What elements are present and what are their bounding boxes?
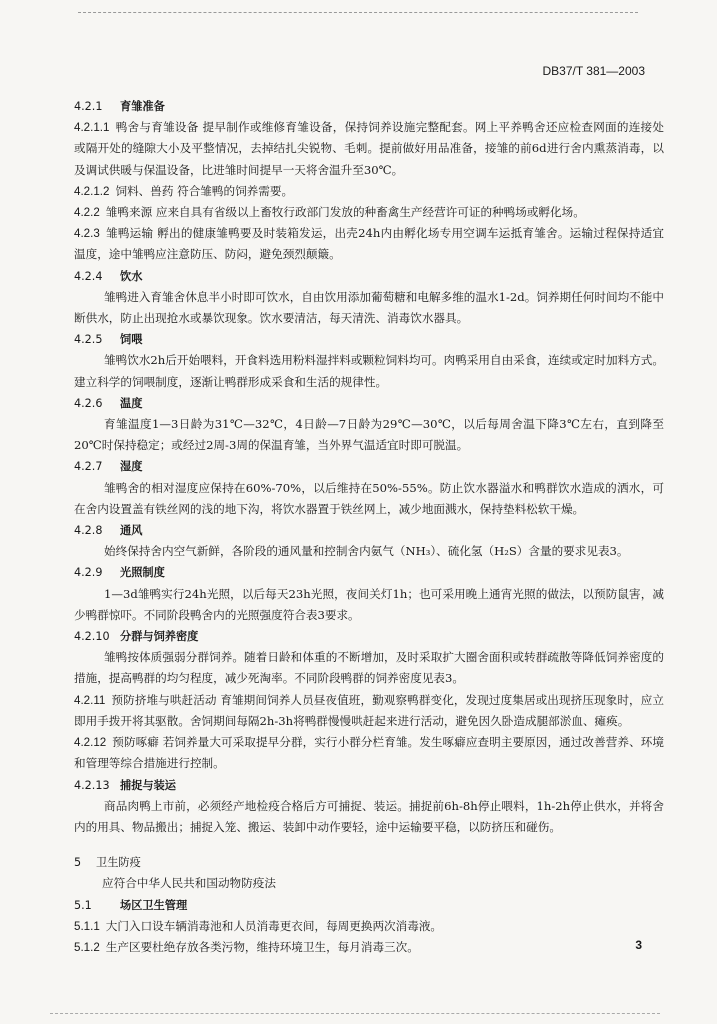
clause-number: 5.1.1	[74, 919, 100, 933]
section-heading	[74, 562, 664, 583]
section-title: 饮水	[120, 269, 143, 283]
section-heading	[74, 895, 664, 916]
clause-paragraph	[74, 223, 664, 265]
body-paragraph: 雏鸭饮水2h后开始喂料，开食料选用粉料湿拌料或颗粒饲料均可。肉鸭采用自由采食，连续或定时加料方式。建立科学的饲喂制度，逐渐让鸭群形成采食和生活的规律性。	[74, 353, 664, 389]
clause-number: 5.1.2	[74, 940, 100, 954]
clause-paragraph	[74, 117, 664, 181]
standard-code: DB37/T 381—2003	[542, 64, 645, 78]
section-title: 光照制度	[120, 566, 165, 580]
section-title: 卫生防疫	[96, 856, 141, 870]
section-heading	[74, 266, 664, 287]
section-heading	[74, 852, 664, 873]
body-paragraph: 雏鸭舍的相对湿度应保持在60%-70%，以后维持在50%-55%。防止饮水器溢水和鸭群饮水造成的洒水，可在舍内设置盖有铁丝网的浅的地下沟，将饮水器置于铁丝网上，减少地面溅水，保持垫料松软干燥。	[74, 480, 664, 516]
section-intro-text: 应符合中华人民共和国动物防疫法	[102, 876, 276, 891]
section-number: 4.2.13	[74, 778, 110, 792]
clause-text: 饲料、兽药 符合雏鸭的饲养需要。	[115, 183, 294, 198]
clause-text: 鸭舍与育雏设备 提早制作或维修育雏设备，保持饲养设施完整配套。网上平养鸭舍还应检查网面的连接处或隔开处的缝隙大小及平整情况，去掉结扎尖锐物、毛刺。提前做好用品准备，接雏的前6d进行舍内熏蒸消毒，以及调试供暖与保温设备，比进雏时间提早一天将舍温升至30℃。	[74, 120, 664, 177]
section-number: 5	[74, 856, 82, 870]
section-number: 4.2.1	[74, 100, 103, 113]
clause-text: 预防挤堆与哄赶活动 育雏期间饲养人员昼夜值班，勤观察鸭群变化，发现过度集居或出现挤压现象时，应立即用手拨开将其驱散。舍饲期间每隔2h-3h将鸭群慢慢哄赶起来进行活动，避免因久卧造成腿部淤血、瘫痪。	[74, 692, 664, 728]
clause-paragraph	[74, 937, 664, 958]
section-gap	[74, 838, 664, 852]
clause-paragraph	[74, 732, 664, 774]
section-title: 通风	[120, 524, 143, 538]
clause-text: 预防啄癖 若饲养量大可采取提早分群，实行小群分栏育雏。发生啄癖应查明主要原因，通过改善营养、环境和管理等综合措施进行控制。	[74, 735, 664, 771]
clause-paragraph	[74, 916, 664, 937]
clause-text: 雏鸭来源 应来自具有省级以上畜牧行政部门发放的种畜禽生产经营许可证的种鸭场或孵化场。	[105, 205, 585, 220]
clause-number: 4.2.1.2	[74, 184, 110, 198]
section-heading	[74, 775, 664, 796]
section-heading	[74, 393, 664, 414]
section-number: 4.2.7	[74, 460, 103, 474]
section-heading	[74, 520, 664, 541]
section-heading	[74, 626, 664, 647]
clause-text: 生产区要杜绝存放各类污物，维持环境卫生，每月消毒三次。	[105, 939, 419, 954]
section-heading	[74, 96, 664, 117]
section-title: 场区卫生管理	[120, 898, 188, 912]
section-number: 4.2.4	[74, 269, 103, 283]
top-scan-rule	[78, 12, 638, 13]
section-heading	[74, 456, 664, 477]
section-number: 4.2.9	[74, 566, 103, 580]
clause-paragraph	[74, 690, 664, 732]
body-paragraph: 育雏温度1—3日龄为31℃—32℃，4日龄—7日龄为29℃—30℃，以后每周舍温下降3℃左右，直到降至20℃时保持稳定；或经过2周-3周的保温育雏，当外界气温适宜时即可脱温。	[74, 417, 664, 453]
body-paragraph: 商品肉鸭上市前，必须经产地检疫合格后方可捕捉、装运。捕捉前6h-8h停止喂料，1h-2h停止供水，并将舍内的用具、物品搬出；捕捉入笼、搬运、装卸中动作要轻，途中运输要平稳，以防挤压和碰伤。	[74, 798, 664, 834]
body-paragraph: 1—3d雏鸭实行24h光照，以后每天23h光照，夜间关灯1h；也可采用晚上通宵光照的做法，以预防鼠害，减少鸭群惊吓。不同阶段鸭舍内的光照强度符合表3要求。	[74, 586, 664, 622]
clause-number: 4.2.11	[74, 693, 106, 707]
clause-number: 4.2.2	[74, 206, 100, 220]
clause-text: 大门入口设车辆消毒池和人员消毒更衣间，每周更换两次消毒液。	[105, 918, 443, 933]
section-number: 4.2.10	[74, 630, 110, 644]
body-paragraph: 始终保持舍内空气新鲜，各阶段的通风量和控制舍内氨气（NH₃）、硫化氢（H₂S）含量的要求见表3。	[104, 544, 629, 559]
clause-text: 雏鸭运输 孵出的健康雏鸭要及时装箱发运，出壳24h内由孵化场专用空调车运抵育雏舍。运输过程保持适宜温度，途中雏鸭应注意防压、防闷，避免颈烈颠簸。	[74, 226, 664, 262]
clause-number: 4.2.12	[74, 736, 107, 750]
section-title: 湿度	[120, 460, 143, 474]
clause-paragraph	[74, 202, 664, 223]
section-title: 育雏准备	[120, 100, 165, 113]
clause-paragraph	[74, 181, 664, 202]
section-title: 分群与饲养密度	[120, 630, 199, 644]
body-paragraph: 雏鸭按体质强弱分群饲养。随着日龄和体重的不断增加，及时采取扩大圈舍面积或转群疏散等降低饲养密度的措施，提高鸭群的均匀程度，减少死淘率。不同阶段鸭群的饲养密度见表3。	[74, 650, 664, 686]
document-body	[74, 96, 664, 958]
section-number: 5.1	[74, 898, 92, 912]
body-paragraph: 雏鸭进入育雏舍休息半小时即可饮水，自由饮用添加葡萄糖和电解多维的温水1-2d。饲养期任何时间均不能中断供水，防止出现抢水或暴饮现象。饮水要清洁，每天清洗、消毒饮水器具。	[74, 289, 664, 326]
section-title: 温度	[120, 396, 143, 410]
section-heading	[74, 329, 664, 350]
section-title: 饲喂	[120, 333, 143, 347]
section-number: 4.2.8	[74, 524, 103, 538]
bottom-scan-rule	[50, 1013, 660, 1014]
section-number: 4.2.6	[74, 396, 103, 410]
page-number: 3	[635, 938, 642, 952]
clause-number: 4.2.1.1	[74, 121, 110, 135]
section-number: 4.2.5	[74, 333, 103, 347]
clause-number: 4.2.3	[74, 227, 100, 241]
section-title: 捕捉与装运	[120, 778, 176, 792]
